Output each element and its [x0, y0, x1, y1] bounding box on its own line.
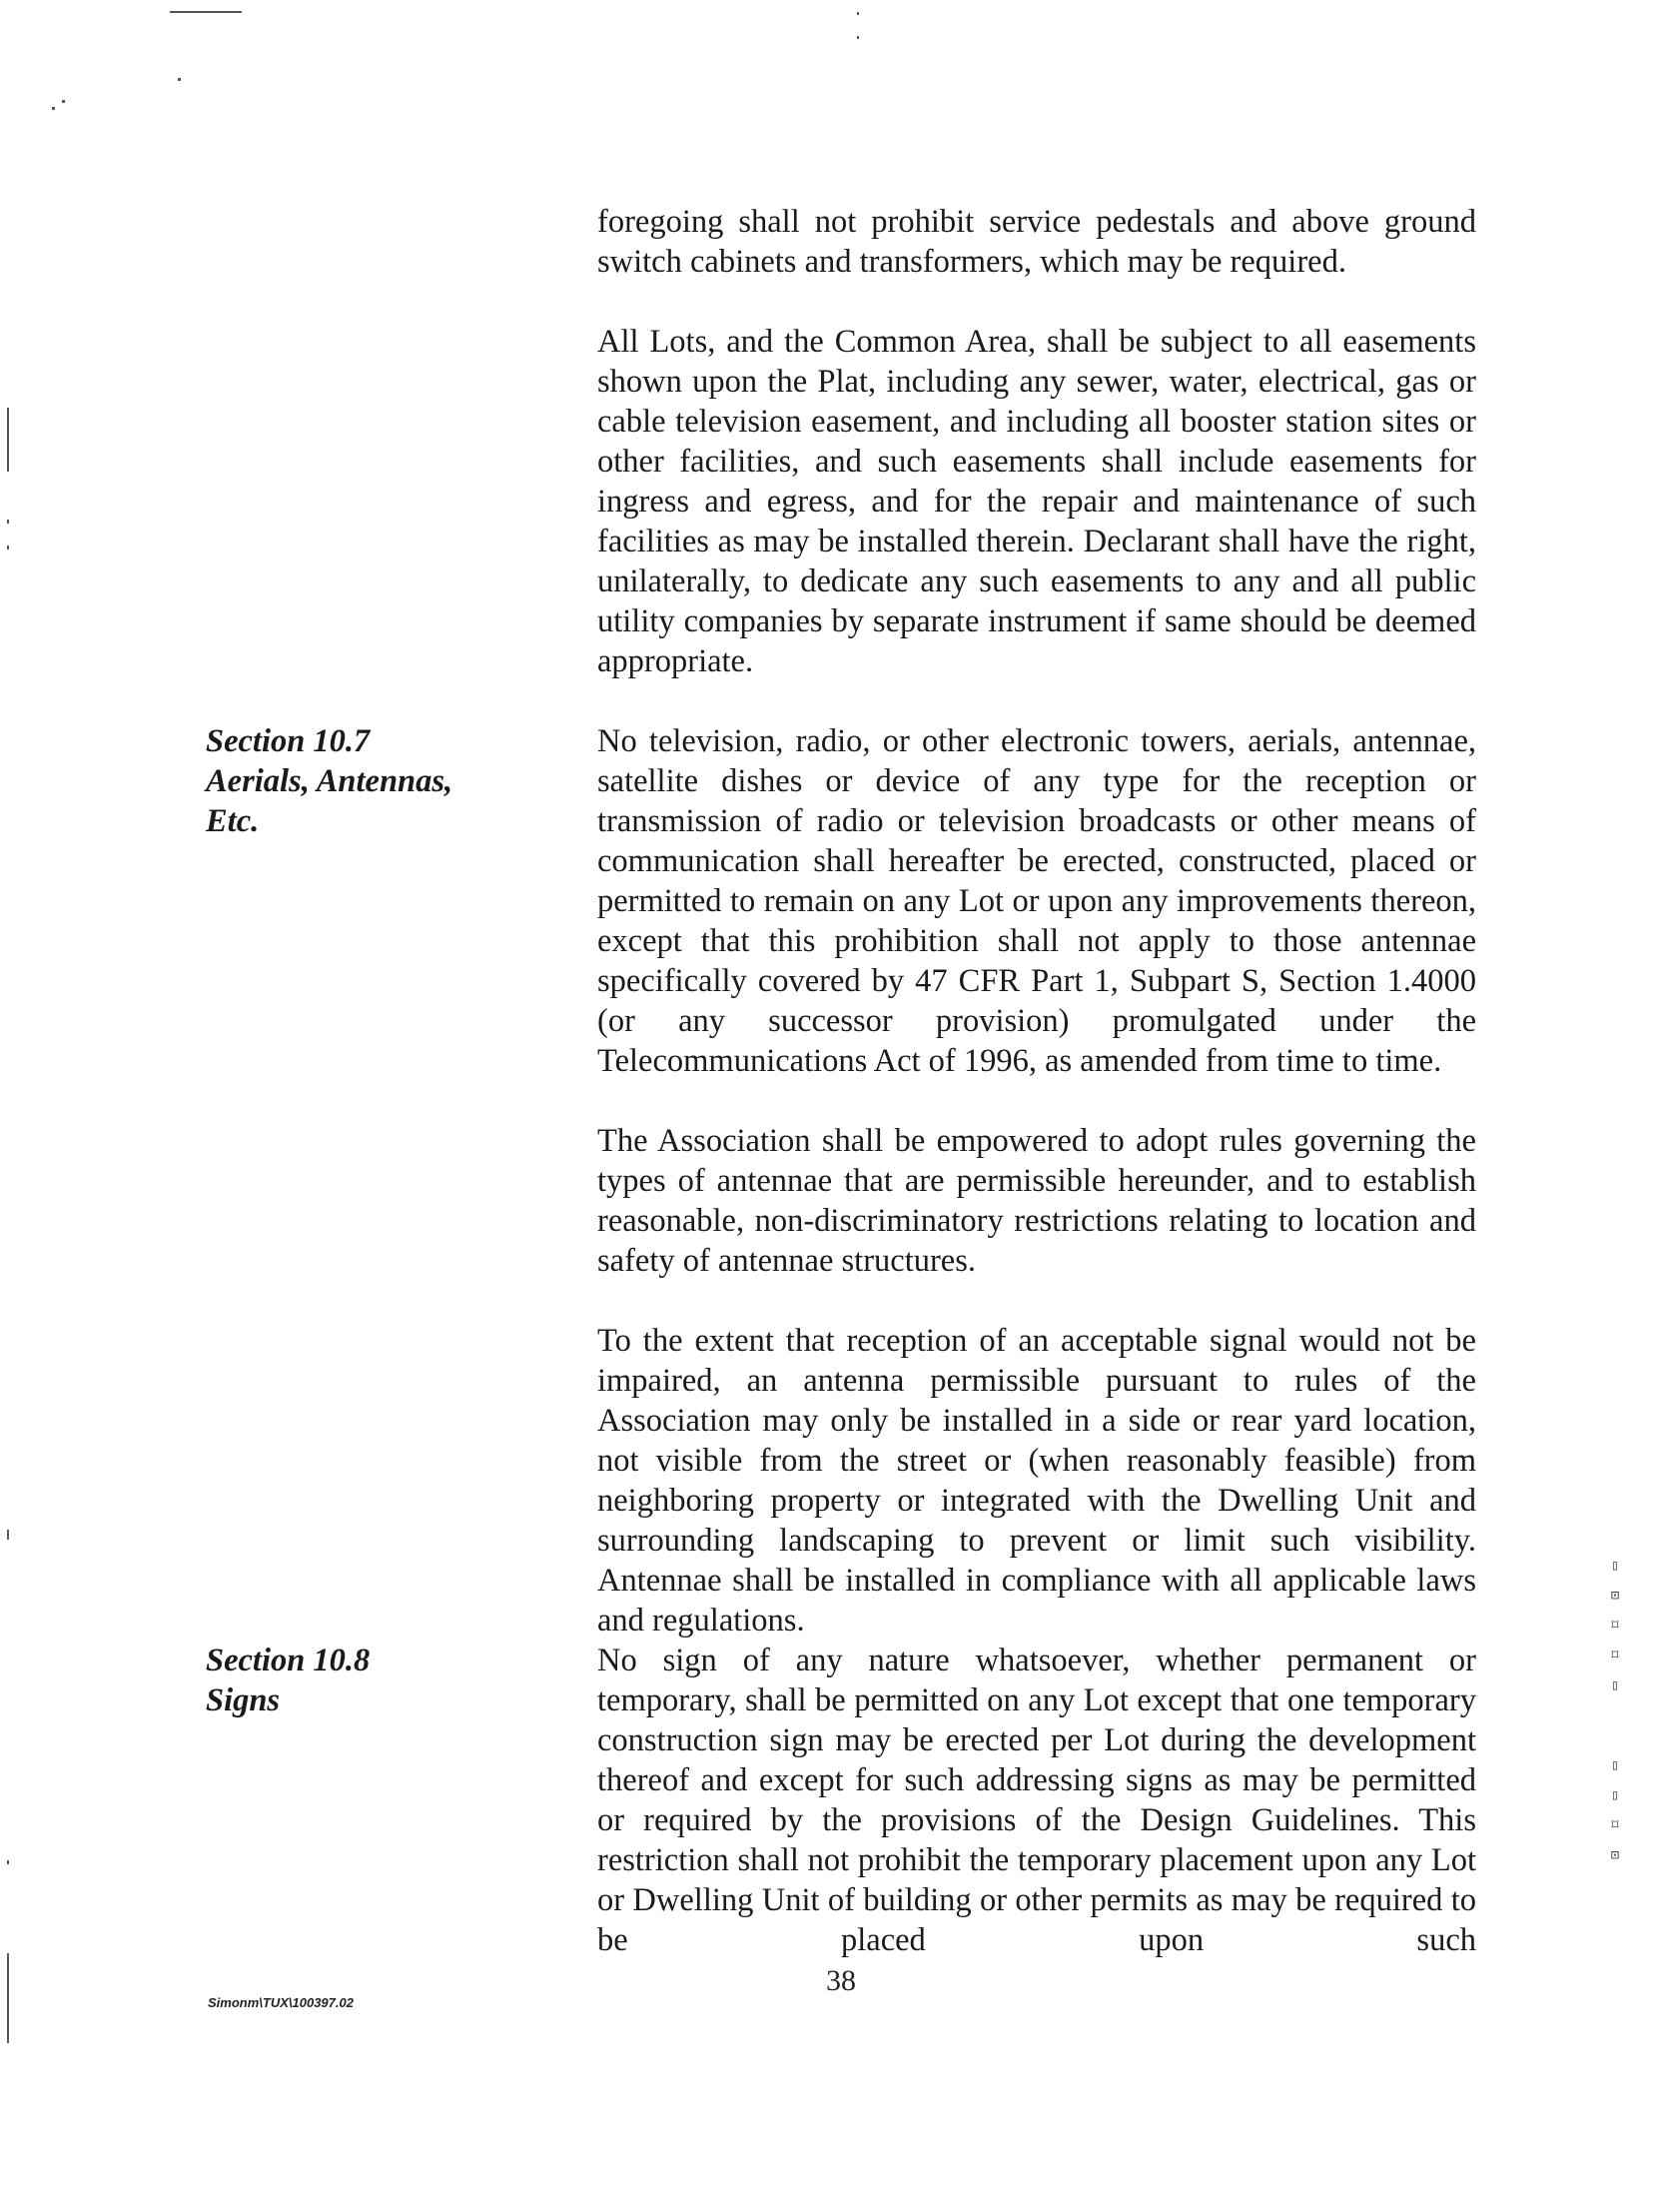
section-title-line: Aerials, Antennas,	[206, 763, 453, 799]
scan-artifact-left-line	[7, 408, 9, 472]
scan-artifact-dot	[7, 1530, 9, 1540]
scan-artifact-top-dash	[170, 11, 242, 13]
section-title-line: Etc.	[206, 803, 260, 839]
scan-artifact-dot	[178, 78, 181, 81]
scan-artifact-dot	[857, 12, 859, 15]
section-number: Section 10.8	[206, 1643, 371, 1678]
scan-artifact-dot	[7, 520, 9, 524]
scan-artifact-dot	[52, 107, 55, 110]
scan-artifact-dot	[7, 1860, 9, 1864]
paragraph-signs: No sign of any nature whatsoever, whether permanent or temporary, shall be permitted on any Lot except that one temporary construction sign may be erected per Lot during the development thereof and except for such addressing signs as may be permitted or required by the provisions of the Design Guidelines. This restriction shall not prohibit the temporary placement upon any Lot or Dwelling Unit of building or other permits as may be required to be placed upon such	[597, 1643, 1476, 1958]
paragraph-aerials: No television, radio, or other electronic towers, aerials, antennae, satellite dishes or device of any type for the reception or transmission of radio or television broadcasts or other means of communication shall hereafter be erected, constructed, placed or permitted to remain on any Lot or upon any improvements thereon, except that this prohibition shall not apply to those antennae specifically covered by 47 CFR Part 1, Subpart S, Section 1.4000 (or any successor provision) promulgated under the Telecommunications Act of 1996, as amended from time to time.	[597, 723, 1476, 1079]
bates-stamp-mark: ▯ ▯ ⌑ ⊡	[1610, 1757, 1620, 1863]
paragraph-antenna-placement: To the extent that reception of an acceptable signal would not be impaired, an antenna permissible pursuant to rules of the Association may only be installed in a side or rear yard location, not visible from the street or (when reasonably feasible) from neighboring property or integrated with the Dwelling Unit and surrounding landscaping to prevent or limit such visibility. Antennae shall be installed in compliance with all applicable laws and regulations.	[597, 1323, 1476, 1639]
section-heading-10-8	[206, 1641, 525, 1720]
section-title-line: Signs	[206, 1682, 281, 1718]
scan-artifact-left-line	[7, 1953, 9, 2043]
document-id: Simonm\TUX\100397.02	[208, 1995, 354, 2010]
paragraph-easements: All Lots, and the Common Area, shall be subject to all easements shown upon the Plat, including any sewer, water, electrical, gas or cable television easement, and including all booster station sites or other facilities, and such easements shall include easements for ingress and egress, and for the repair and maintenance of such facilities as may be installed therein. Declarant shall have the right, unilaterally, to dedicate any such easements to any and all public utility companies by separate instrument if same should be deemed appropriate.	[597, 324, 1476, 679]
paragraph-continuation: foregoing shall not prohibit service pedestals and above ground switch cabinets and transformers, which may be required.	[597, 204, 1476, 280]
section-heading-10-7	[206, 721, 525, 841]
scan-artifact-dot	[7, 546, 9, 550]
scan-artifact-dot	[857, 36, 859, 39]
paragraph-association-rules: The Association shall be empowered to adopt rules governing the types of antennae that are permissible hereunder, and to establish reasonable, non-discriminatory restrictions relating to location and safety of antennae structures.	[597, 1123, 1476, 1279]
section-number: Section 10.7	[206, 723, 371, 759]
page-number: 38	[826, 1964, 856, 1997]
bates-stamp-mark: ▯ ⊡ ⌑ ⌑ ▯	[1610, 1558, 1620, 1693]
scan-artifact-dot	[62, 100, 65, 103]
